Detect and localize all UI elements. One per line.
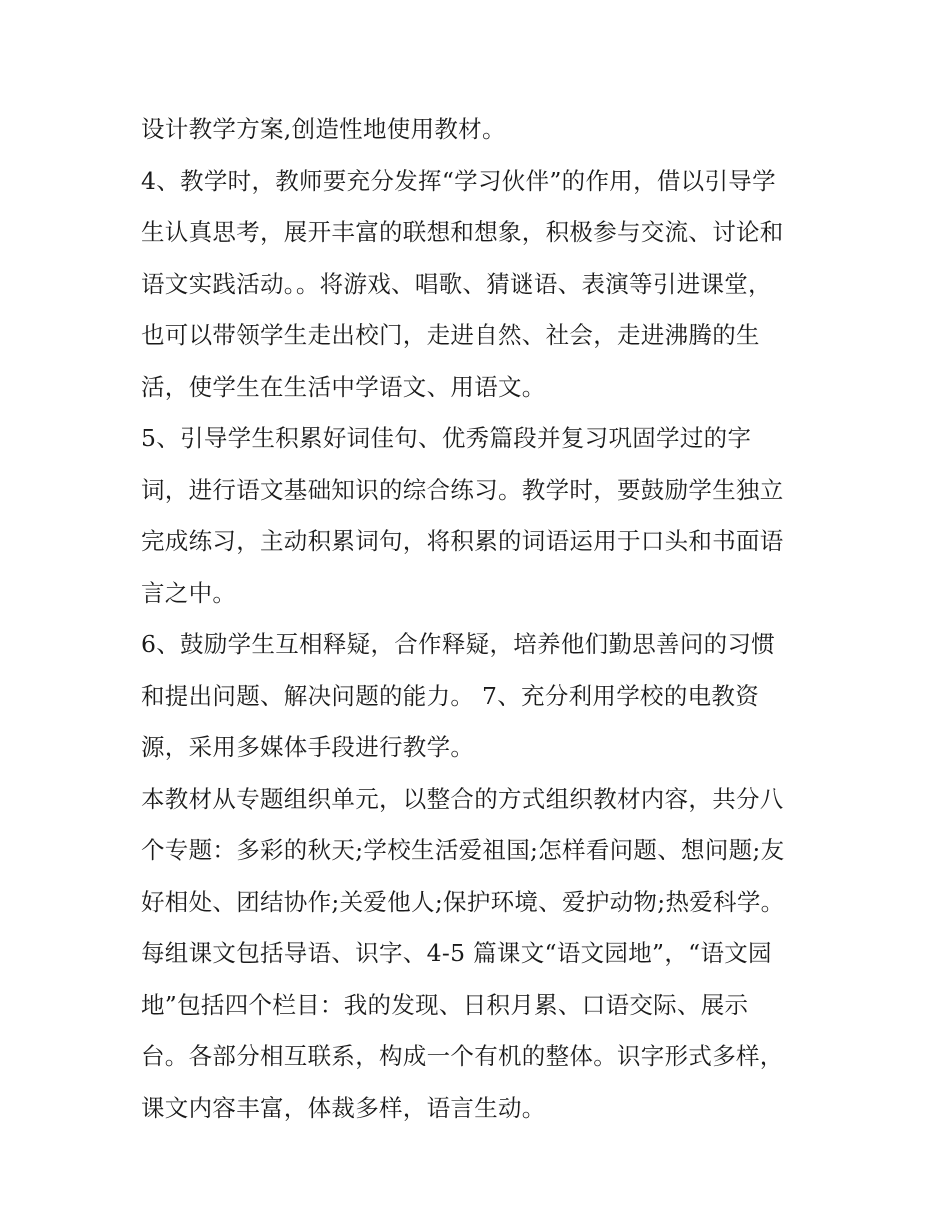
text-line: 完成练习，主动积累词句，将积累的词语运用于口头和书面语 xyxy=(141,527,784,555)
text-line: 台。各部分相互联系，构成一个有机的整体。识字形式多样， xyxy=(141,1042,784,1070)
text-line: 语文实践活动。。将游戏、唱歌、猜谜语、表演等引进课堂， xyxy=(141,269,772,298)
text-line: 源，采用多媒体手段进行教学。 xyxy=(141,733,475,761)
text-line: 言之中。 xyxy=(141,578,237,607)
text-line: 本教材从专题组织单元，以整合的方式组织教材内容，共分八 xyxy=(141,784,784,813)
text-line: 6、鼓励学生互相释疑，合作释疑，培养他们勤思善问的习惯 xyxy=(141,630,776,658)
text-line: 每组课文包括导语、识字、4-5 篇课文“语文园地”，“语文园 xyxy=(141,939,772,967)
text-line: 设计教学方案,创造性地使用教材。 xyxy=(141,115,506,143)
text-line: 活，使学生在生活中学语文、用语文。 xyxy=(141,372,546,401)
text-line: 和提出问题、解决问题的能力。 7、充分利用学校的电教资 xyxy=(141,681,760,710)
text-line: 生认真思考，展开丰富的联想和想象，积极参与交流、讨论和 xyxy=(141,218,784,246)
text-line: 4、教学时，教师要充分发挥“学习伙伴”的作用，借以引导学 xyxy=(141,166,776,195)
text-line: 词，进行语文基础知识的综合练习。教学时，要鼓励学生独立 xyxy=(141,475,784,504)
text-line: 地”包括四个栏目：我的发现、日积月累、口语交际、展示 xyxy=(141,990,749,1019)
document-body xyxy=(141,108,831,1138)
text-line: 5、引导学生积累好词佳句、优秀篇段并复习巩固学过的字 xyxy=(141,424,752,452)
text-line: 个专题：多彩的秋天;学校生活爱祖国;怎样看问题、想问题;友 xyxy=(141,836,785,864)
text-line: 也可以带领学生走出校门，走进自然、社会，走进沸腾的生 xyxy=(141,321,760,349)
text-line: 课文内容丰富，体裁多样，语言生动。 xyxy=(141,1093,546,1122)
text-line: 好相处、团结协作;关爱他人;保护环境、爱护动物;热爱科学。 xyxy=(141,887,785,916)
